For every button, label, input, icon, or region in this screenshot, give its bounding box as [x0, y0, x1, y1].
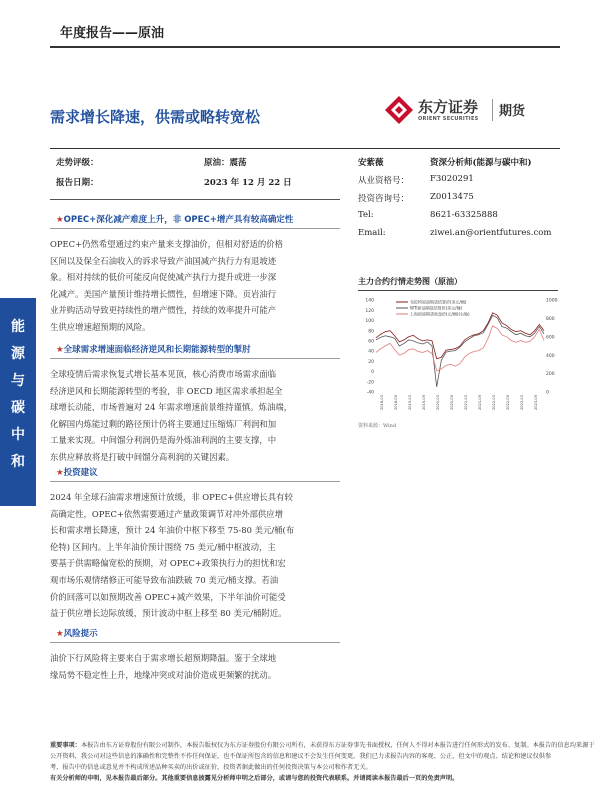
paragraph-demand: 全球疫情后需求恢复式增长基本见顶，核心消费市场需求面临 经济逆风和长期能源转型的考验，非 OECD 地区需求承担起全 球增长动能，市场普遍对 24 年需求增速前景维持谨慎。炼油端， 化解国内炼能过剩的路径预计仍将主要通过压缩炼厂利润和加 工量来实现。中间馏分利润仍是海外炼油利润的主要支撑，中 东供应释放将是打破中间馏分高利润的关键因素。 — [50, 369, 293, 462]
report-title: 需求增长降速，供需或略转宽松 — [50, 108, 261, 126]
logo-divider — [492, 99, 493, 121]
section-underline — [50, 642, 340, 643]
section-heading-risk: ★风险提示 — [56, 629, 98, 639]
rating-label: 走势评级： — [56, 158, 99, 168]
left-axis-tick-label: 20 — [368, 359, 374, 365]
section-heading-demand: ★全球需求增速面临经济逆风和长期能源转型的掣肘 — [56, 345, 251, 355]
x-axis-tick-label: 2020-09 — [450, 395, 454, 411]
paragraph-risk: 油价下行风险将主要来自于需求增长超预期降温。鉴于全球地 缘局势不稳定性上升，地缘冲突或对油价造成更频繁的扰动。 — [50, 653, 277, 680]
right-axis-tick-label: 200 — [546, 372, 555, 378]
x-axis-tick-label: 2021-03 — [464, 395, 468, 411]
orient-logo-icon — [384, 95, 414, 125]
disclaimer-line: 有关分析师的申明，见本报告最后部分。其他重要信息披露见分析师申明之后部分，或请与您的投资代表联系。并请阅读本报告最后一页的免责声明。 — [50, 775, 459, 782]
left-axis-tick-label: 40 — [368, 349, 374, 355]
left-axis-tick-label: 0 — [371, 370, 374, 376]
date-label: 报告日期： — [56, 178, 99, 188]
header-rule — [50, 46, 560, 48]
legend-label: 上海原油期货收盘价(元/桶)(右轴) — [410, 311, 470, 317]
section-underline — [50, 481, 340, 482]
tel-value: 8621-63325888 — [430, 210, 498, 220]
series-line — [376, 313, 544, 359]
sector-label: 能源与碳中和 — [11, 319, 25, 470]
x-axis-tick-label: 2022-09 — [506, 395, 510, 411]
left-axis-tick-label: 60 — [368, 339, 374, 345]
company-logo — [384, 93, 564, 129]
right-axis-tick-label: 800 — [546, 317, 555, 322]
meta-rule — [50, 148, 560, 149]
paragraph-supply: OPEC+仍然希望通过约束产量来支撑油价，但相对舒适的价格 区间以及保全石油收入的诉求导致产油国减产执行力有退坡迹 象。相对持续的低价可能反向促使减产执行力提升或进一步深 化减产。美国产量预计维持增长惯性，但增速下降。页岩油行 业并购活动导致更持续性的增产惯性，持续的效率提升可能产 生供应增速超预期的风险。 — [50, 239, 284, 332]
legend-label: 布伦特原油期货结算价(美元/桶) — [410, 299, 467, 305]
legend-label: WTI原油期货结算价(美元/桶) — [410, 305, 463, 311]
right-axis-tick-label: 1000 — [546, 298, 558, 304]
x-axis-tick-label: 2019-09 — [422, 395, 426, 411]
section-underline — [50, 358, 340, 359]
sector-sidebar — [0, 298, 36, 506]
logo-name-cn: 东方证券 — [418, 98, 479, 116]
date-value: 2023 年 12 月 22 日 — [204, 178, 292, 188]
x-axis-tick-label: 2019-03 — [408, 395, 412, 411]
star-icon: ★ — [56, 345, 64, 355]
section-underline — [50, 228, 340, 229]
right-axis-tick-label: 0 — [546, 390, 549, 396]
disclaimer-line: 公开资料，我公司对这些信息的准确性和完整性不作任何保证，也不保证所包含的信息和建议不会发生任何变更。我们已力求报告内容的客观、公正，但文中的观点、结论和建议仅供参考，报告中的信息或意见并不构成所述品种买卖的出价或征价，投资者据此做出的任何投资决策与本公司和作者无关。 — [50, 753, 552, 771]
invest-value: Z0013475 — [430, 192, 474, 202]
x-axis-tick-label: 2021-09 — [478, 395, 482, 411]
disclaimer-line: 重要事项：本报告由东方证券股份有限公司制作，本报告版权仅为东方证券股份有限公司所有，未获得东方证券事先书面授权，任何人不得对本报告进行任何形式的发布、复制。本报告的信息均来源于 — [50, 742, 595, 749]
logo-name-en: ORIENT SECURITIES — [418, 116, 479, 122]
x-axis-tick-label: 2018-09 — [394, 395, 398, 411]
tel-label: Tel: — [358, 210, 374, 220]
series-line — [376, 326, 544, 371]
series-line — [376, 315, 544, 387]
left-axis-tick-label: -20 — [366, 380, 374, 386]
x-axis-tick-label: 2023-03 — [520, 395, 524, 411]
invest-label: 投资咨询号： — [358, 194, 410, 204]
chart-title-rule — [358, 290, 558, 291]
star-icon: ★ — [56, 468, 64, 478]
left-axis-tick-label: 140 — [365, 298, 374, 304]
chart-title: 主力合约行情走势图（原油） — [358, 277, 462, 286]
disclaimer — [50, 740, 595, 784]
star-icon: ★ — [56, 629, 64, 639]
analyst-name: 安紫薇 — [358, 158, 384, 168]
rating-value: 原油：震荡 — [204, 158, 247, 168]
paragraph-investment: 2024 年全球石油需求增速预计放缓，非 OPEC+供应增长具有较 高确定性，OPEC+依然需要通过产量政策调节对冲外部供应增 长和需求增长降速，预计 24 年油价中枢下移至 75-80 美元/桶(布 伦特) 区间内。上半年油价预计围绕 75 美元/桶中枢波动，主 要基于供需略偏宽松的预期，对 OPEC+政策执行力的担忧和宏 观市场乐观情绪修正可能导致布油跌破 70 美元/桶支撑。若油 价的回落可以如预期改善 OPEC+减产效果，下半年油价可能受 益于供应增长边际放缓，预计波动中枢上移至 80 美元/桶附近。 — [50, 492, 295, 619]
logo-division: 期货 — [499, 104, 526, 119]
qual-label: 从业资格号： — [358, 176, 410, 186]
left-axis-tick-label: 120 — [365, 308, 374, 314]
right-axis-tick-label: 400 — [546, 353, 555, 359]
qual-value: F3020291 — [430, 174, 474, 184]
email-link[interactable]: ziwei.an@orientfutures.com — [430, 228, 552, 238]
x-axis-tick-label: 2020-03 — [436, 395, 440, 411]
right-axis-tick-label: 600 — [546, 335, 555, 341]
left-axis-tick-label: 80 — [368, 329, 374, 335]
left-axis-tick-label: 100 — [365, 319, 374, 325]
section-heading-investment: ★投资建议 — [56, 468, 98, 478]
x-axis-tick-label: 2022-03 — [492, 395, 496, 411]
meta-divider — [50, 199, 340, 200]
x-axis-tick-label: 2018-03 — [380, 395, 384, 411]
section-heading-supply: ★OPEC+深化减产难度上升，非 OPEC+增产具有较高确定性 — [56, 215, 294, 225]
chart-source: 资料来源：Wind — [358, 423, 397, 429]
email-label: Email: — [358, 228, 386, 238]
price-chart — [356, 294, 566, 418]
report-type: 年度报告——原油 — [60, 26, 165, 41]
star-icon: ★ — [56, 215, 64, 225]
x-axis-tick-label: 2023-09 — [534, 395, 538, 411]
left-axis-tick-label: -40 — [366, 390, 374, 396]
analyst-role: 资深分析师(能源与碳中和) — [430, 158, 532, 168]
